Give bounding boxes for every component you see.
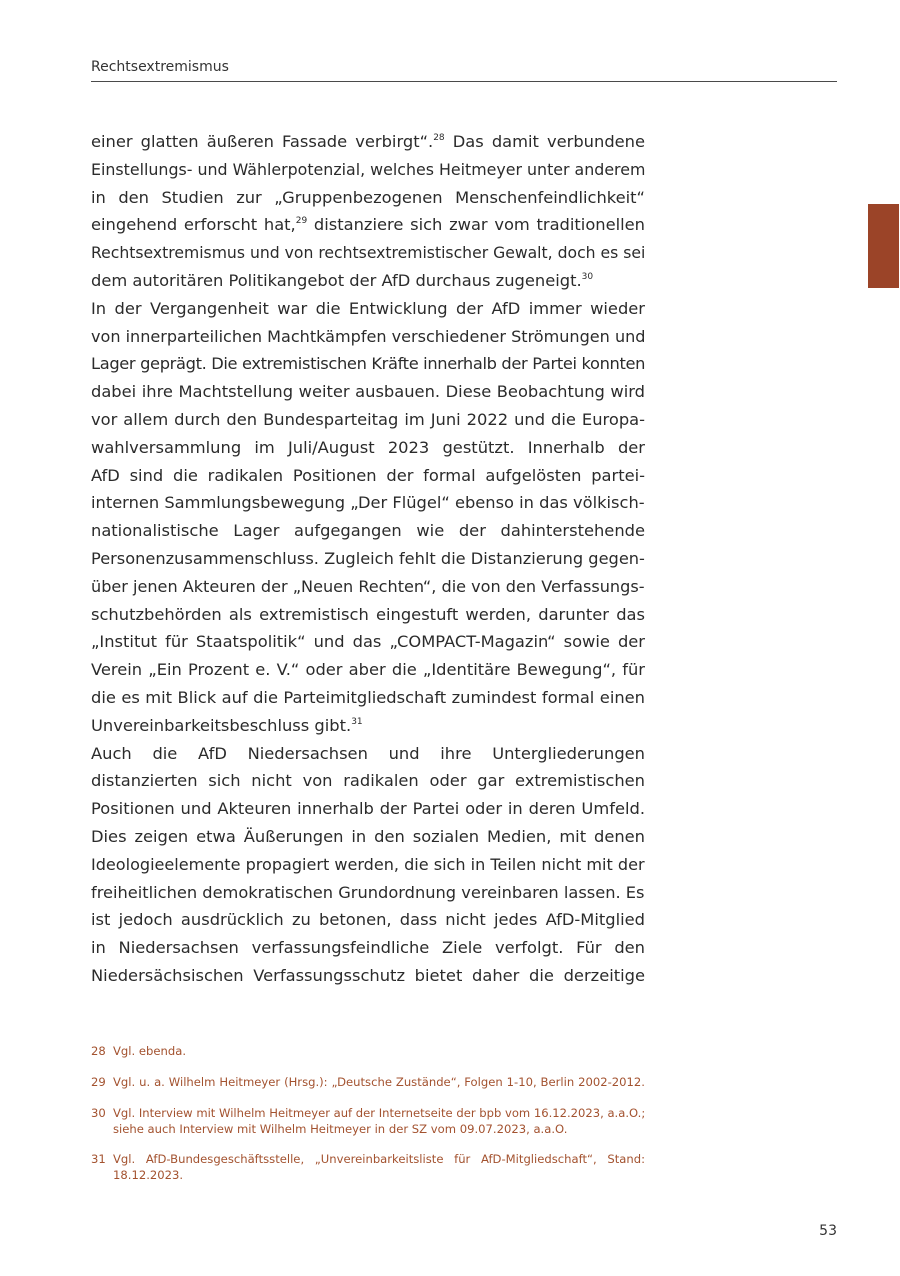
text-line: nationalistische Lager aufgegangen wie der dahinterstehende [91,521,645,541]
text-line: ist jedoch ausdrücklich zu betonen, dass nicht jedes AfD-Mitglied [91,910,645,930]
text-line: In der Vergangenheit war die Entwicklung der AfD immer wieder [91,298,645,318]
text-line: Niedersächsischen Verfassungsschutz bietet daher die derzeitige [91,966,645,985]
footnote-ref[interactable]: 30 [581,272,594,282]
running-header-title: Rechtsextremismus [91,59,229,75]
text-line: Dies zeigen etwa Äußerungen in den sozialen Medien, mit denen [91,827,645,846]
footnote-ref[interactable]: 28 [433,133,445,143]
footnote-number: 28 [91,1044,106,1058]
text-line: wahlversammlung im Juli/August 2023 gestützt. Innerhalb der [91,437,645,457]
footnote-text: Vgl. ebenda. [113,1044,187,1058]
text-line: „Institut für Staatspolitik“ und das „COMPACT-Magazin“ sowie der [91,632,645,652]
text-line: Personenzusammenschluss. Zugleich fehlt die Distanzierung gegen- [91,549,645,568]
text-line: von innerparteilichen Machtkämpfen verschiedener Strömungen und [91,326,646,346]
footnote-ref[interactable]: 29 [295,216,308,227]
text-line: in Niedersachsen verfassungsfeindliche Ziele verfolgt. Für den [91,938,645,958]
footnote-text: Vgl. Interview mit Wilhelm Heitmeyer auf der Internetseite der bpb vom 16.12.2023, a.a.O.; siehe auch Interview mit Wilhelm Heitmeyer in der SZ vom 09.07.2023, a.a.O. [113,1106,646,1136]
text-line: distanzierten sich nicht von radikalen oder gar extremistischen [91,771,645,791]
text-line: dem autoritären Politikangebot der AfD durchaus zugeneigt.$^{30}$ [91,271,594,290]
footnote-text: Vgl. AfD-Bundesgeschäftsstelle, „Unvereinbarkeitsliste für AfD-Mitgliedschaft“, Stand: 18.12.2023. [113,1152,645,1182]
text-line: einer glatten äußeren Fassade verbirgt“.$^{28}$ Das damit verbundene [91,132,646,151]
text-line: die es mit Blick auf die Parteimitgliedschaft zumindest formal einen [91,688,645,707]
footnote-number: 29 [91,1075,106,1089]
footnote-text: Vgl. u. a. Wilhelm Heitmeyer (Hrsg.): „Deutsche Zustände“, Folgen 1-10, Berlin 2002-2012. [113,1075,645,1089]
footnote-number: 30 [91,1106,106,1120]
footnote-number: 31 [91,1152,106,1166]
chapter-marker-tab [868,204,899,288]
text-line: vor allem durch den Bundesparteitag im Juni 2022 und die Europa- [91,410,645,429]
text-line: AfD sind die radikalen Positionen der formal aufgelösten partei- [91,465,645,485]
text-line: dabei ihre Machtstellung weiter ausbauen. Diese Beobachtung wird [91,382,645,402]
text-line: Auch die AfD Niedersachsen und ihre Untergliederungen [91,743,645,763]
header-divider [91,81,837,82]
text-line: Rechtsextremismus und von rechtsextremistischer Gewalt, doch es sei [91,243,646,263]
text-line: Ideologieelemente propagiert werden, die sich in Teilen nicht mit der [91,854,645,874]
footnote-ref[interactable]: 31 [351,716,363,727]
text-line: schutzbehörden als extremistisch eingestuft werden, darunter das [91,604,645,624]
text-line: Einstellungs- und Wählerpotenzial, welches Heitmeyer unter anderem [91,159,646,179]
text-line: Unvereinbarkeitsbeschluss gibt.$^{31}$ [91,715,363,735]
text-line: Verein „Ein Prozent e. V.“ oder aber die „Identitäre Bewegung“, für [91,660,645,680]
text-line: Positionen und Akteuren innerhalb der Partei oder in deren Umfeld. [91,799,645,819]
text-line: über jenen Akteuren der „Neuen Rechten“, die von den Verfassungs- [91,576,645,596]
text-line: eingehend erforscht hat,$^{29}$ distanziere sich zwar vom traditionellen [91,215,646,235]
text-line: freiheitlichen demokratischen Grundordnung vereinbaren lassen. Es [91,882,645,902]
text-line: internen Sammlungsbewegung „Der Flügel“ ebenso in das völkisch- [91,493,645,513]
page-number: 53 [819,1223,837,1239]
text-line: in den Studien zur „Gruppenbezogenen Menschenfeindlichkeit“ [91,187,645,207]
text-line: Lager geprägt. Die extremistischen Kräfte innerhalb der Partei konnten [91,354,646,374]
